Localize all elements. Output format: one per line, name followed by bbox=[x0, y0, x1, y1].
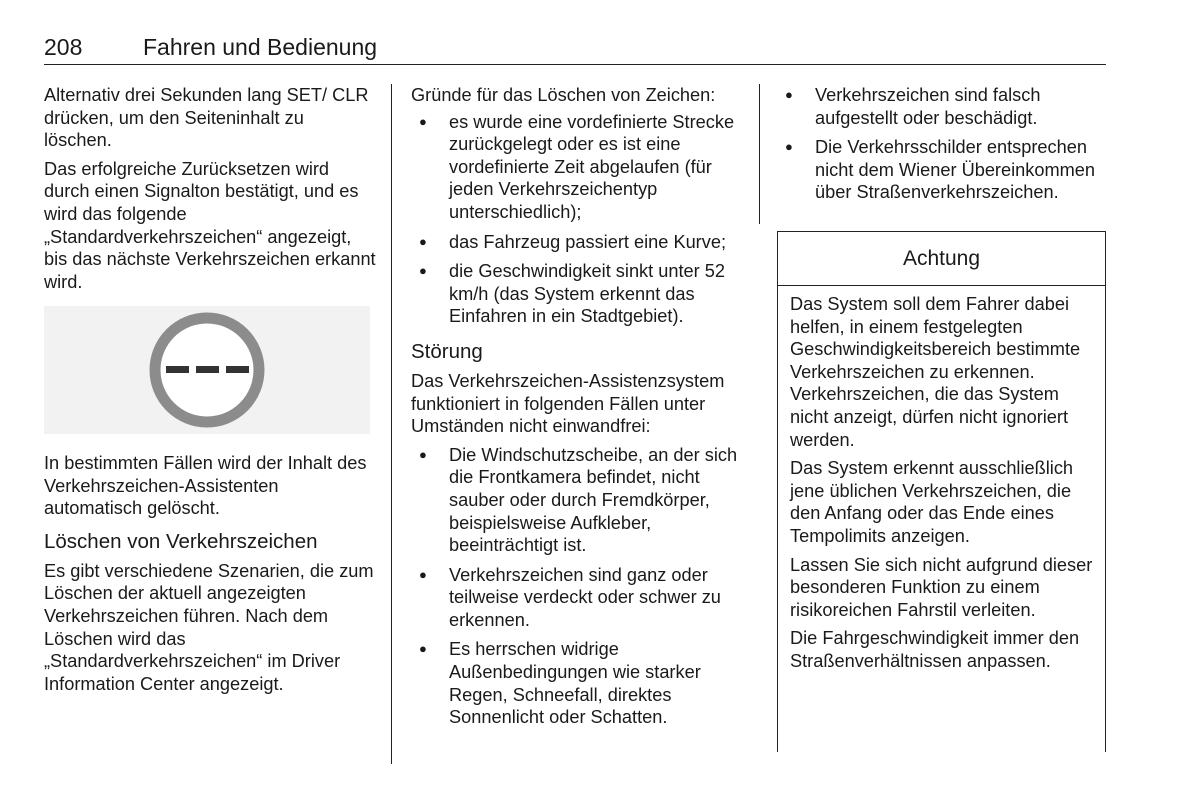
faults-list bbox=[411, 444, 741, 729]
list-item: ● die Geschwindigkeit sinkt unter 52 km/h (das System erkennt das Einfahren in ein Stadtgebiet). bbox=[411, 260, 741, 328]
section-heading-loeschen: Löschen von Verkehrszeichen bbox=[44, 529, 318, 553]
page-number: 208 bbox=[44, 34, 83, 60]
section-heading-stoerung: Störung bbox=[411, 339, 483, 363]
reasons-intro: Gründe für das Löschen von Zeichen: bbox=[411, 85, 716, 105]
fault-intro: Das Verkehrszeichen-Assistenzsystem funktioniert in folgenden Fällen unter Umständen nicht einwandfrei: bbox=[411, 370, 725, 437]
list-item: ● Es herrschen widrige Außenbedingungen wie starker Regen, Schneefall, direktes Sonnenlicht oder Schatten. bbox=[411, 638, 741, 728]
warning-box bbox=[777, 231, 1106, 752]
default-sign-figure bbox=[44, 306, 370, 434]
list-item: ● es wurde eine vordefinierte Strecke zurückgelegt oder es ist eine vordefinierte Zeit abgelaufen (für jeden Verkehrszeichentyp unterschiedlich); bbox=[411, 111, 741, 224]
column-right bbox=[777, 84, 1104, 211]
column-left-lower bbox=[44, 452, 376, 701]
scenarios-paragraph: Es gibt verschiedene Szenarien, die zum Löschen der aktuell angezeigten Verkehrszeichen führen. Nach dem Löschen wird das „Standardverkehrszeichen“ im Driver Information Center angezeigt. bbox=[44, 560, 374, 694]
column-divider-2 bbox=[759, 84, 760, 224]
warning-paragraph: Lassen Sie sich nicht aufgrund dieser besonderen Funktion zu einem risikoreichen Fahrstil verleiten. bbox=[790, 554, 1093, 620]
auto-delete-paragraph: In bestimmten Fällen wird der Inhalt des Verkehrszeichen-Assistenten automatisch gelöscht. bbox=[44, 453, 367, 519]
warning-body bbox=[778, 286, 1105, 673]
column-left bbox=[44, 84, 376, 299]
warning-paragraph: Das System soll dem Fahrer dabei helfen, in einem festgelegten Geschwindigkeitsbereich bestimmte Verkehrszeichen zu erkennen. Verkehrszeichen, die das System nicht anzeigt, dürfen nicht ignoriert werden. bbox=[790, 294, 1081, 450]
reasons-list bbox=[411, 111, 741, 328]
chapter-title: Fahren und Bedienung bbox=[143, 34, 378, 60]
default-traffic-sign-icon bbox=[44, 306, 370, 434]
set-clr-paragraph: Alternativ drei Sekunden lang SET/ CLR drücken, um den Seiteninhalt zu löschen. bbox=[44, 85, 369, 151]
page-header bbox=[44, 34, 1106, 65]
list-item: ● Die Verkehrsschilder entsprechen nicht dem Wiener Übereinkommen über Straßenverkehrszeichen. bbox=[777, 136, 1104, 204]
fault-list-continued bbox=[777, 84, 1104, 204]
warning-title: Achtung bbox=[778, 232, 1105, 286]
column-middle bbox=[411, 84, 741, 736]
warning-paragraph: Das System erkennt ausschließlich jene üblichen Verkehrszeichen, die den Anfang oder das Ende eines Tempolimits anzeigen. bbox=[790, 458, 1074, 546]
list-item: ● Verkehrszeichen sind falsch aufgestellt oder beschädigt. bbox=[777, 84, 1104, 129]
warning-paragraph: Die Fahrgeschwindigkeit immer den Straßenverhältnissen anpassen. bbox=[790, 628, 1080, 671]
list-item: ● Die Windschutzscheibe, an der sich die Frontkamera befindet, nicht sauber oder durch Fremdkörper, beispielsweise Aufkleber, beeinträchtigt ist. bbox=[411, 444, 741, 557]
reset-confirm-paragraph: Das erfolgreiche Zurücksetzen wird durch einen Signalton bestätigt, und es wird das folgende „Standardverkehrszeichen“ angezeigt, bis das nächste Verkehrszeichen erkannt wird. bbox=[44, 158, 376, 292]
list-item: ● das Fahrzeug passiert eine Kurve; bbox=[411, 231, 741, 254]
list-item: ● Verkehrszeichen sind ganz oder teilweise verdeckt oder schwer zu erkennen. bbox=[411, 564, 741, 632]
column-divider-1 bbox=[391, 84, 392, 764]
